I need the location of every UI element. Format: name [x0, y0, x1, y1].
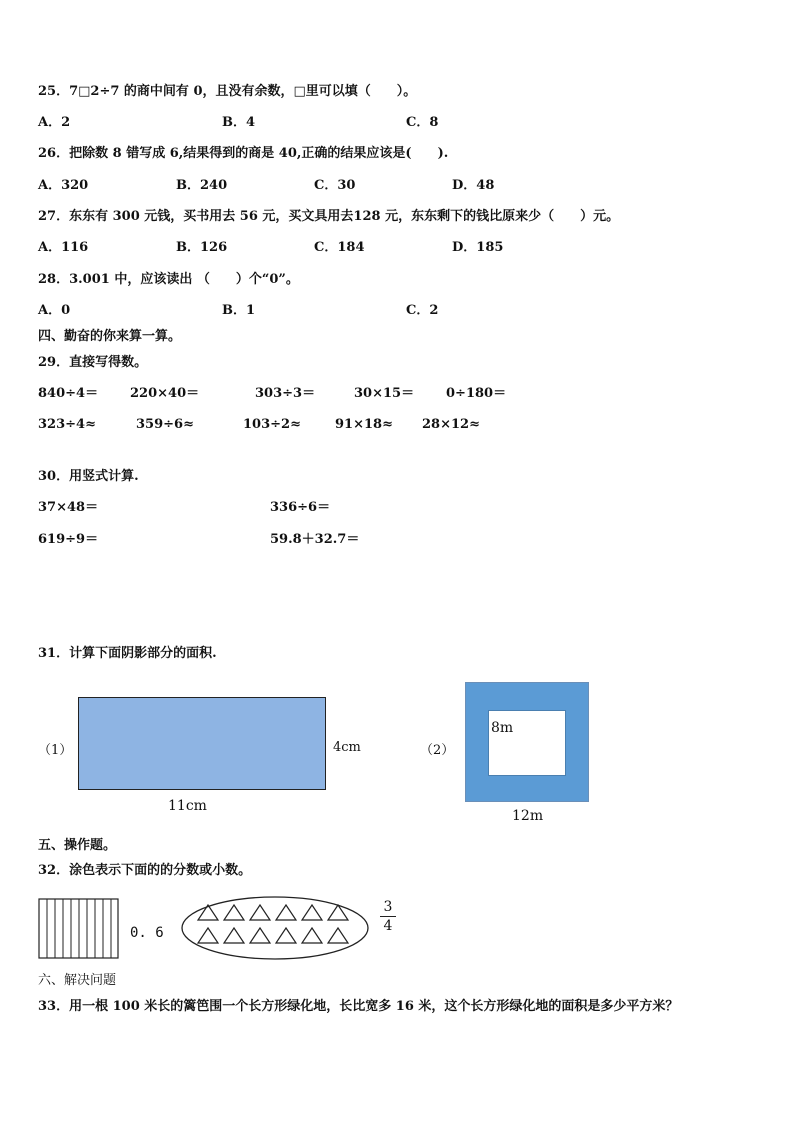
fraction-numerator: 3 — [383, 899, 393, 915]
q26-option-a[interactable]: A．320 — [38, 178, 89, 193]
fig1-side-length: 4cm — [333, 740, 361, 755]
decimal-label: 0. 6 — [130, 925, 164, 941]
q33-stem: 33．用一根 100 米长的篱笆围一个长方形绿化地，长比宽多 16 米，这个长方形绿化地的面积是多少平方米？ — [38, 999, 679, 1014]
shaded-square-frame — [465, 682, 589, 802]
q29-row2-item: 103÷2≈ — [243, 417, 301, 432]
fraction — [380, 899, 396, 934]
q26-option-d[interactable]: D．48 — [452, 178, 495, 193]
q29-row2-item: 323÷4≈ — [38, 417, 96, 432]
section-5-heading: 五、操作题。 — [38, 838, 117, 853]
q30-stem: 30．用竖式计算. — [38, 469, 139, 484]
q32-stem: 32．涂色表示下面的的分数或小数。 — [38, 863, 252, 878]
q29-row2-item: 359÷6≈ — [136, 417, 194, 432]
q27-option-a[interactable]: A．116 — [38, 240, 89, 255]
q25-option-b[interactable]: B．4 — [222, 115, 256, 130]
q29-row2-item: 91×18≈ — [335, 417, 393, 432]
q28-option-a[interactable]: A．0 — [38, 303, 71, 318]
q25-stem: 25．7□2÷7 的商中间有 0，且没有余数，□里可以填（ ）。 — [38, 84, 417, 99]
q29-row1-item: 220×40＝ — [130, 386, 200, 401]
inner-white-square — [488, 710, 566, 776]
fig2-inner-length: 8m — [491, 720, 514, 736]
q26-stem: 26．把除数 8 错写成 6,结果得到的商是 40,正确的结果应该是( ). — [38, 146, 449, 161]
q27-stem: 27．东东有 300 元钱，买书用去 56 元，买文具用去128 元，东东剩下的钱比原来少（ ）元。 — [38, 209, 620, 224]
q27-option-c[interactable]: C．184 — [314, 240, 365, 255]
section-4-heading: 四、勤奋的你来算一算。 — [38, 329, 182, 344]
q30-item: 37×48＝ — [38, 500, 99, 515]
triangle-ellipse[interactable] — [180, 895, 370, 961]
q31-stem: 31．计算下面阴影部分的面积. — [38, 646, 217, 661]
fraction-bar — [380, 916, 396, 917]
q29-row2-item: 28×12≈ — [422, 417, 480, 432]
ten-stripe-rectangle[interactable] — [38, 898, 120, 960]
q29-row1-item: 30×15＝ — [354, 386, 415, 401]
q29-row1-item: 0÷180＝ — [446, 386, 507, 401]
shaded-rectangle — [78, 697, 326, 790]
section-6-heading: 六、解决问题 — [38, 973, 117, 988]
q28-option-c[interactable]: C．2 — [406, 303, 439, 318]
q27-option-d[interactable]: D．185 — [452, 240, 504, 255]
q26-option-b[interactable]: B．240 — [176, 178, 228, 193]
fig1-bottom-length: 11cm — [168, 798, 207, 814]
fig2-bottom-length: 12m — [512, 808, 544, 824]
fraction-denominator: 4 — [383, 918, 393, 934]
fig2-label: （2） — [420, 743, 455, 758]
q30-item: 336÷6＝ — [270, 500, 331, 515]
fig1-label: （1） — [38, 743, 73, 758]
q28-stem: 28．3.001 中，应该读出 （ ）个“0”。 — [38, 272, 299, 287]
q29-row1-item: 303÷3＝ — [255, 386, 316, 401]
q30-item: 619÷9＝ — [38, 532, 99, 547]
q29-stem: 29．直接写得数。 — [38, 355, 148, 370]
q25-option-a[interactable]: A．2 — [38, 115, 71, 130]
q27-option-b[interactable]: B．126 — [176, 240, 228, 255]
q26-option-c[interactable]: C．30 — [314, 178, 356, 193]
q29-row1-item: 840÷4＝ — [38, 386, 99, 401]
q28-option-b[interactable]: B．1 — [222, 303, 256, 318]
q30-item: 59.8＋32.7＝ — [270, 532, 360, 547]
q25-option-c[interactable]: C．8 — [406, 115, 439, 130]
